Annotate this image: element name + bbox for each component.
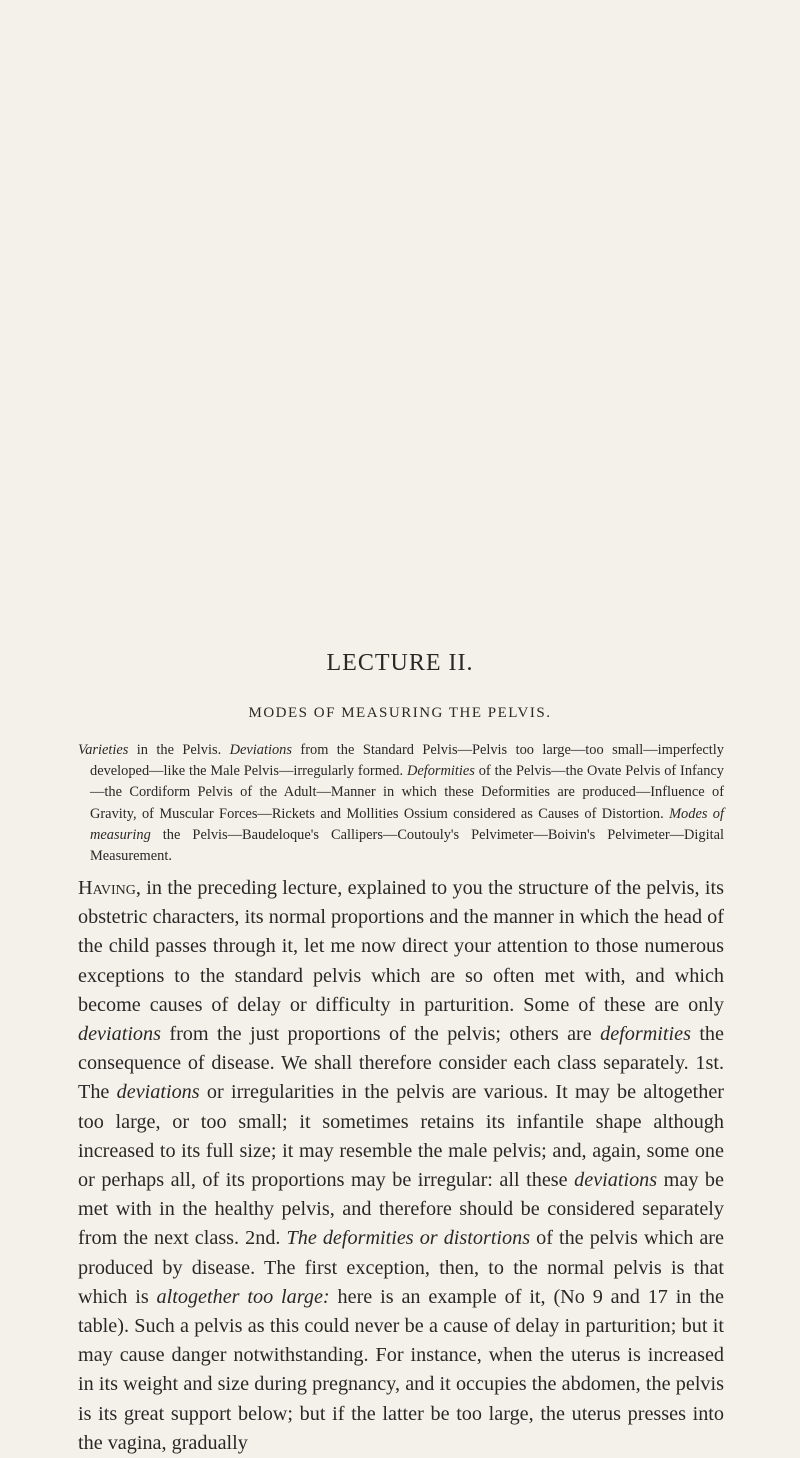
body-segment: or irregularities in the pelvis are various. It may be altogether too large, or too small; it sometimes retains its infantile shape although increased to its full size; it may resemble the male pelvis; and, again, some one or perhaps all, of its proportions may be irregular: all these <box>78 1081 725 1192</box>
lead-word: Having <box>78 877 136 899</box>
body-segment: altogether too large: <box>156 1285 330 1308</box>
body-segment: deviations <box>116 1081 200 1104</box>
body-segment: of the pelvis which are produced by disease. The first exception, then, to the normal pelvis is that which is <box>78 1227 724 1308</box>
body-segment: deviations <box>574 1169 658 1192</box>
body-segment: deviations <box>78 1023 161 1046</box>
body-paragraph <box>78 874 724 1458</box>
body-segment: from the just proportions of the pelvis; others are <box>160 1023 601 1046</box>
body-segment: the consequence of disease. We shall therefore consider each class separately. 1st. The <box>78 1023 724 1104</box>
body-segment: here is an example of it, (No 9 and 17 in the table). Such a pelvis as this could never be a cause of delay in parturition; but it may cause danger notwithstanding. For instance, when the uterus is increased in its weight and size during pregnancy, and it occupies the abdomen, the pelvis is its great support below; but if the latter be too large, the uterus presses into the vagina, gradually <box>78 1285 724 1454</box>
synopsis-segment: from the Standard Pelvis—Pelvis too large—too small—imperfectly developed—like the Male Pelvis—irregularly formed. <box>90 742 724 780</box>
synopsis-segment: the Pelvis—Baudeloque's Callipers—Coutouly's Pelvimeter—Boivin's Pelvimeter—Digital Measurement. <box>90 826 724 865</box>
body-segment: The deformities or distortions <box>286 1227 531 1250</box>
lecture-synopsis <box>78 740 724 867</box>
synopsis-segment: Deviations <box>229 742 292 758</box>
synopsis-segment: Varieties <box>78 742 129 758</box>
synopsis-segment: Deformities <box>406 763 475 780</box>
synopsis-segment: Modes of measuring <box>90 805 724 843</box>
body-segment: , in the preceding lecture, explained to you the structure of the pelvis, its obstetric characters, its normal proportions and the manner in which the head of the child passes through it, let me now direct your attention to those numerous exceptions to the standard pelvis which are so often met with, and which become causes of delay or difficulty in parturition. Some of these are only <box>78 877 724 1016</box>
section-title: MODES OF MEASURING THE PELVIS. <box>248 705 552 721</box>
body-segment: deformities <box>600 1023 691 1046</box>
body-segment: may be met with in the healthy pelvis, and therefore should be considered separately from the next class. 2nd. <box>78 1169 724 1250</box>
synopsis-segment: in the Pelvis. <box>128 742 230 758</box>
synopsis-segment: of the Pelvis—the Ovate Pelvis of Infancy—the Cordiform Pelvis of the Adult—Manner in which these Deformities are produced—Influence of Gravity, of Muscular Forces—Rickets and Mollities Ossium considered as Causes of Distortion. <box>90 763 724 822</box>
lecture-title: LECTURE II. <box>326 650 474 676</box>
